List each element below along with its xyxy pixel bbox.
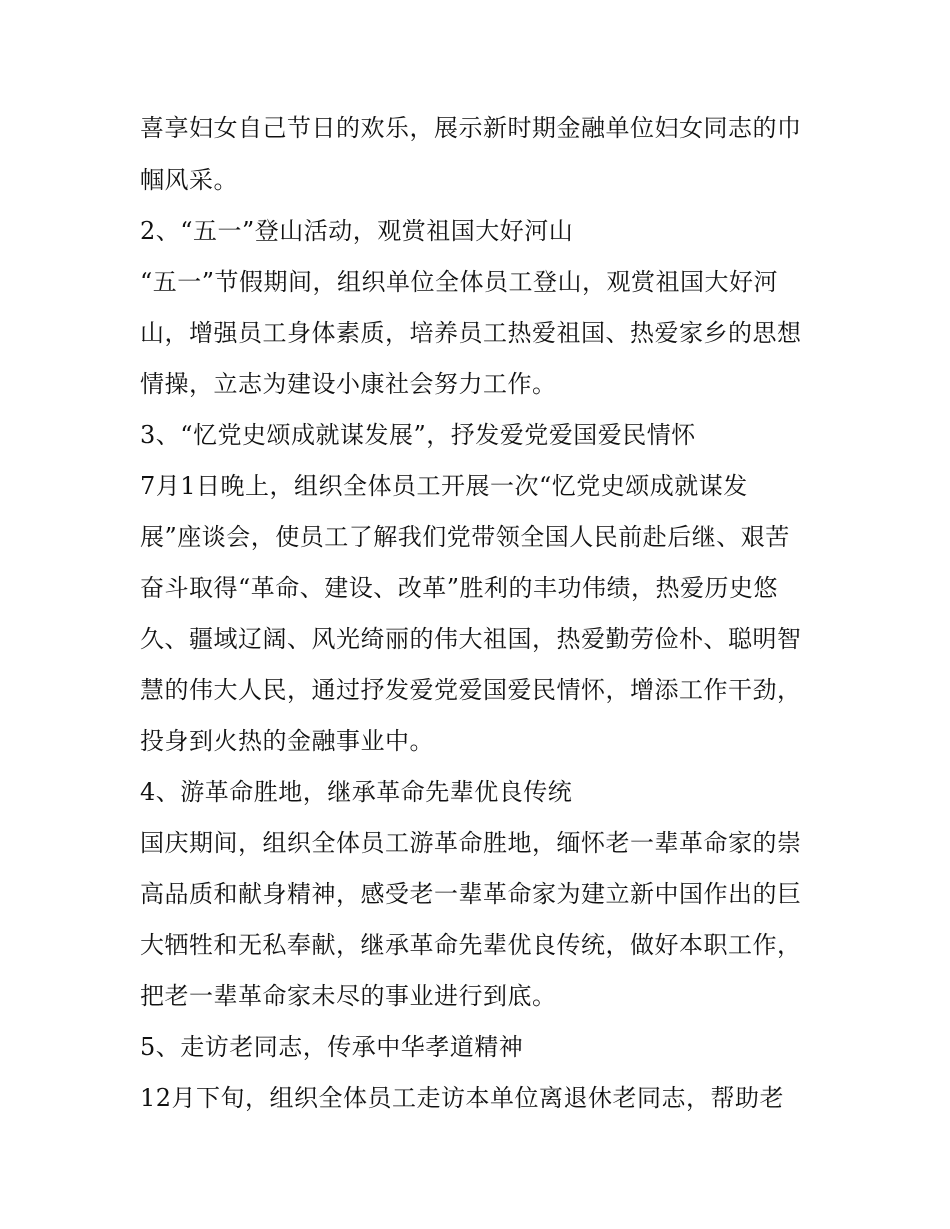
- text-line: “五一”节假期间，组织单位全体员工登山，观赏祖国大好河: [140, 268, 779, 296]
- text-line: 投身到火热的金融事业中。: [140, 727, 434, 755]
- text-line: 慧的伟大人民，通过抒发爱党爱国爱民情怀，增添工作干劲，: [140, 676, 802, 704]
- text-line: 大牺牲和无私奉献，继承革命先辈优良传统，做好本职工作，: [140, 931, 802, 959]
- section-heading: 5、走访老同志，传承中华孝道精神: [140, 1033, 524, 1061]
- text-line: 展”座谈会，使员工了解我们党带领全国人民前赴后继、艰苦: [140, 523, 790, 551]
- text-line: 高品质和献身精神，感受老一辈革命家为建立新中国作出的巨: [140, 880, 802, 908]
- text-line: 国庆期间，组织全体员工游革命胜地，缅怀老一辈革命家的崇: [140, 829, 802, 857]
- section-heading: 3、“忆党史颂成就谋发展”，抒发爱党爱国爱民情怀: [140, 421, 696, 449]
- text-line: 情操，立志为建设小康社会努力工作。: [140, 370, 557, 398]
- text-line: 12月下旬，组织全体员工走访本单位离退休老同志，帮助老: [140, 1084, 785, 1112]
- text-line: 奋斗取得“革命、建设、改革”胜利的丰功伟绩，热爱历史悠: [140, 574, 779, 602]
- text-line: 把老一辈革命家未尽的事业进行到底。: [140, 982, 557, 1010]
- section-heading: 2、“五一”登山活动，观赏祖国大好河山: [140, 217, 574, 245]
- text-line: 喜享妇女自己节日的欢乐，展示新时期金融单位妇女同志的巾: [140, 114, 802, 142]
- text-line: 7月1日晚上，组织全体员工开展一次“忆党史颂成就谋发: [140, 472, 748, 500]
- text-line: 山，增强员工身体素质，培养员工热爱祖国、热爱家乡的思想: [140, 319, 802, 347]
- section-heading: 4、游革命胜地，继承革命先辈优良传统: [140, 778, 573, 806]
- text-line: 帼风采。: [140, 166, 238, 194]
- text-line: 久、疆域辽阔、风光绮丽的伟大祖国，热爱勤劳俭朴、聪明智: [140, 625, 802, 653]
